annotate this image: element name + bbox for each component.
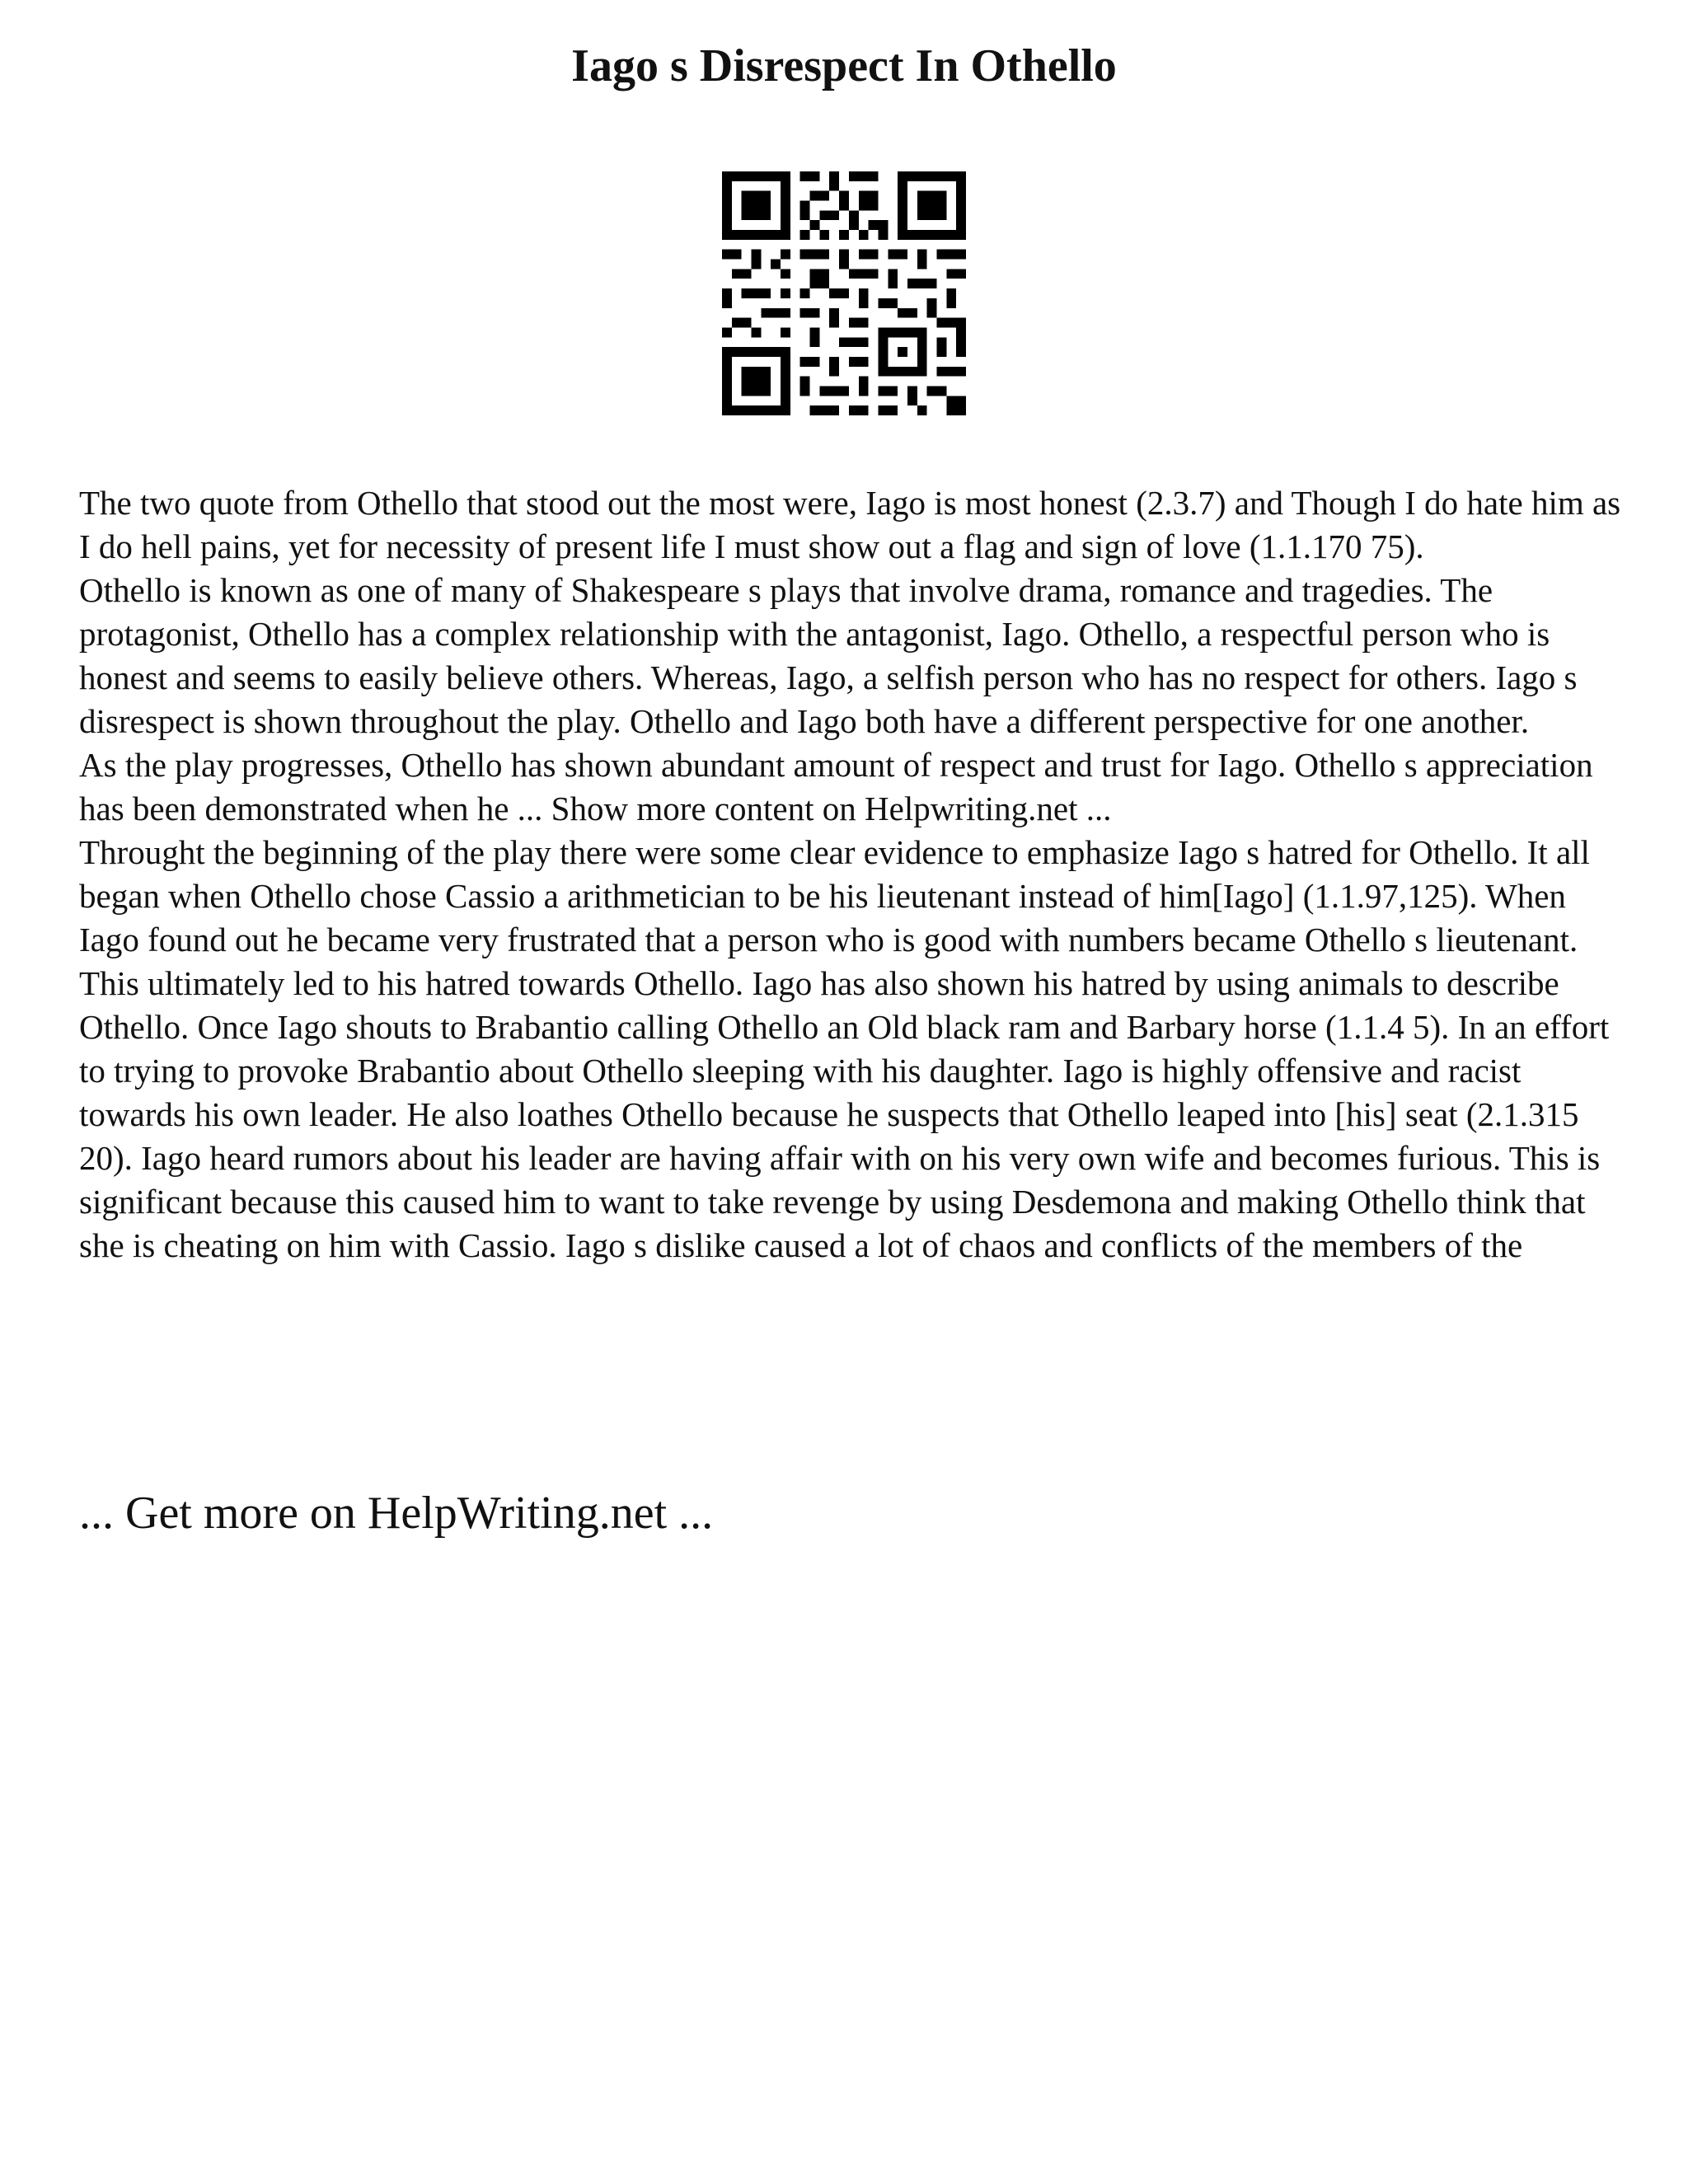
paragraph: Othello is known as one of many of Shakespeare s plays that involve drama, romance and tragedies. The protagonist, Othello has a complex relationship with the antagonist, Iago. Othello, a respectful person who is honest and seems to easily believe others. Whereas, Iago, a selfish person who has no respect for others. Iago s disrespect is shown throughout the play. Othello and Iago both have a different perspective for one another.	[79, 571, 1578, 740]
body-text	[79, 481, 1629, 1268]
document-title: Iago s Disrespect In Othello	[571, 40, 1117, 91]
qr-code	[722, 171, 966, 415]
get-more-link[interactable]: ... Get more on HelpWriting.net ...	[79, 1488, 714, 1539]
paragraph: The two quote from Othello that stood out the most were, Iago is most honest (2.3.7) and Though I do hate him as I do hell pains, yet for necessity of present life I must show out a flag and sign of love (1.1.170 75).	[79, 484, 1621, 565]
paragraph: As the play progresses, Othello has shown abundant amount of respect and trust for Iago. Othello s appreciation has been demonstrated when he ... Show more content on Helpwriting.net ...	[79, 746, 1593, 827]
paragraph: Throught the beginning of the play there were some clear evidence to emphasize Iago s hatred for Othello. It all began when Othello chose Cassio a arithmetician to be his lieutenant instead of him[Iago] (1.1.97,125). When Iago found out he became very frustrated that a person who is good with numbers became Othello s lieutenant. This ultimately led to his hatred towards Othello. Iago has also shown his hatred by using animals to describe Othello. Once Iago shouts to Brabantio calling Othello an Old black ram and Barbary horse (1.1.4 5). In an effort to trying to provoke Brabantio about Othello sleeping with his daughter. Iago is highly offensive and racist towards his own leader. He also loathes Othello because he suspects that Othello leaped into [his] seat (2.1.315 20). Iago heard rumors about his leader are having affair with on his very own wife and becomes furious. This is significant because this caused him to want to take revenge by using Desdemona and making Othello think that she is cheating on him with Cassio. Iago s dislike caused a lot of chaos and conflicts of the members of the	[79, 833, 1610, 1264]
